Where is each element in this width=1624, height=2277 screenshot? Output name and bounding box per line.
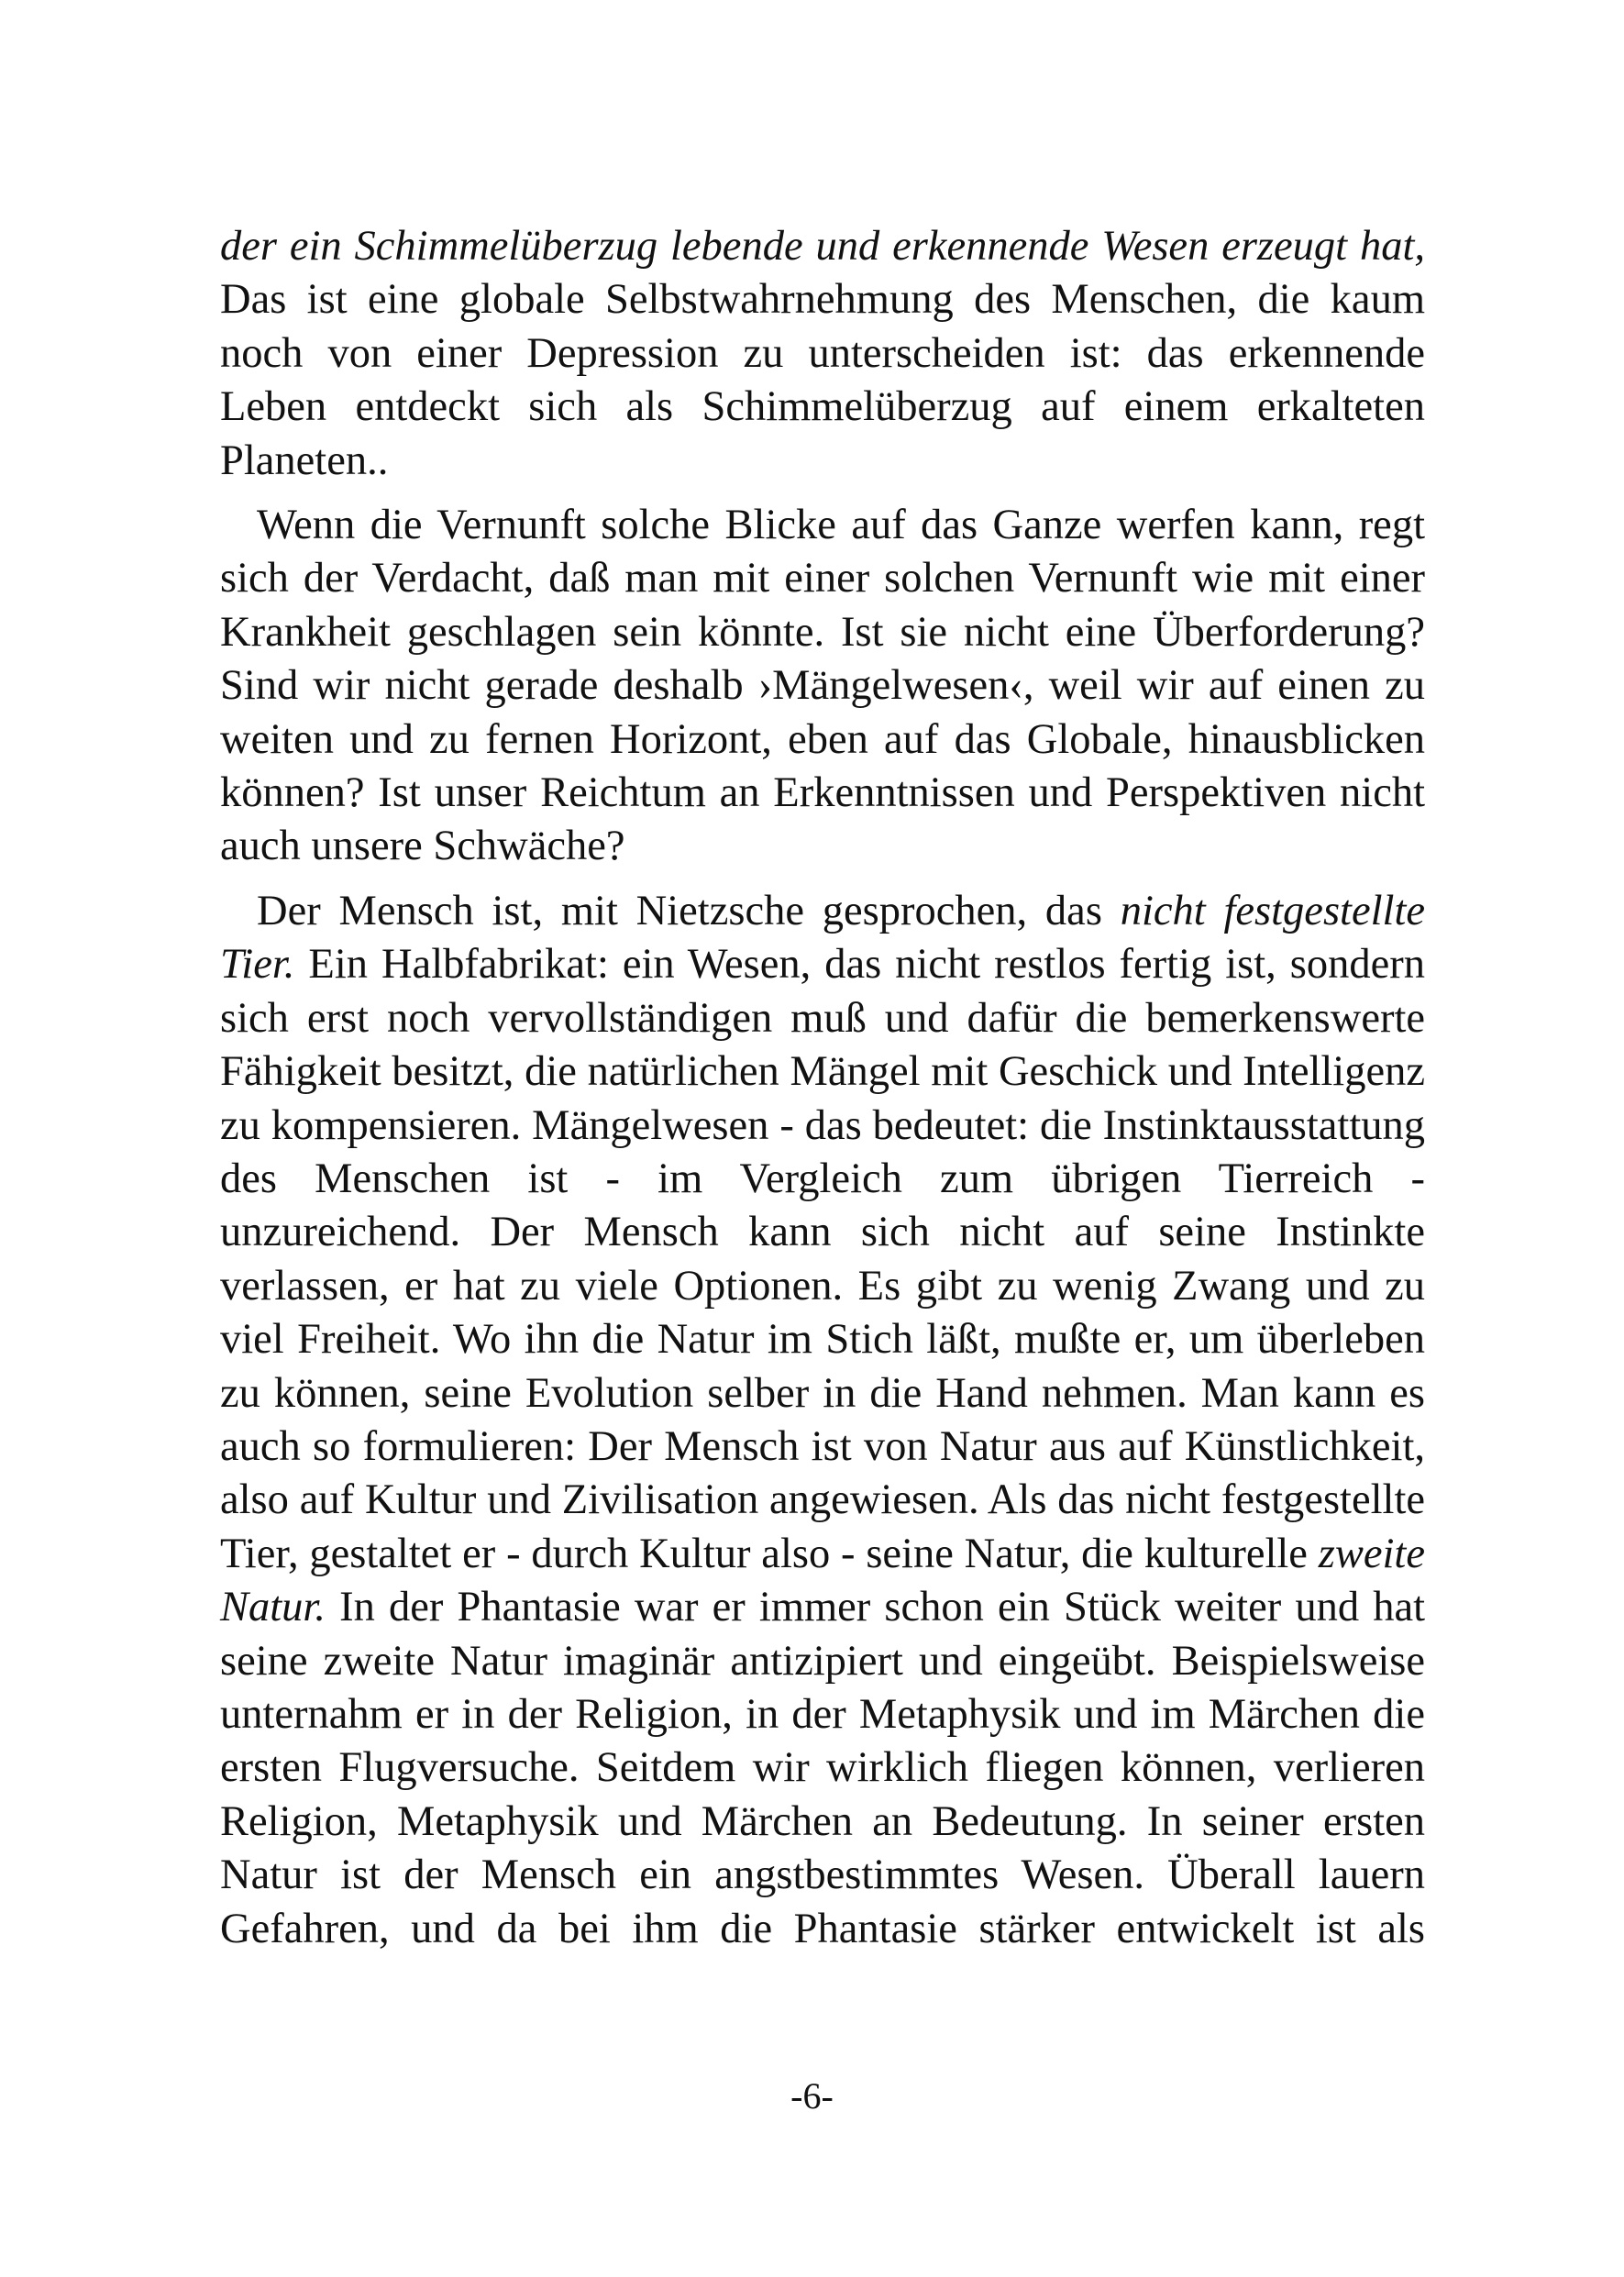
- italic-phrase: der ein Schimmelüberzug lebende und erkennende Wesen erzeugt hat,: [220, 223, 1425, 270]
- text-run: Ein Halbfabrikat: ein Wesen, das nicht restlos fertig ist, sondern sich erst noch vervollständigen muß und dafür die bemerkenswerte Fähigkeit besitzt, die natürlichen Mängel mit Geschick und Intelligenz zu kompensieren. Mängelwesen - das bedeutet: die Instinktausstattung des Menschen ist - im Vergleich zum übrigen Tierreich - unzureichend. Der Mensch kann sich nicht auf seine Instinkte verlassen, er hat zu viele Optionen. Es gibt zu wenig Zwang und zu viel Freiheit. Wo ihn die Natur im Stich läßt, mußte er, um überleben zu können, seine Evolution selber in die Hand nehmen. Man kann es auch so formulieren: Der Mensch ist von Natur aus auf Künstlichkeit, also auf Kultur und Zivilisation angewiesen. Als das nicht festgestellte Tier, gestaltet er - durch Kultur also - seine Natur, die kulturelle: [220, 941, 1425, 1577]
- text-run: Das ist eine globale Selbstwahrnehmung des Menschen, die kaum noch von einer Depression zu unterscheiden ist: das erkennende Leben entdeckt sich als Schimmelüberzug auf einem erkalteten Planeten..: [220, 276, 1425, 484]
- text-run: Wenn die Vernunft solche Blicke auf das Ganze werfen kann, regt sich der Verdacht, daß man mit einer solchen Vernunft wie mit einer Krankheit geschlagen sein könnte. Ist sie nicht eine Überforderung? Sind wir nicht gerade deshalb ›Mängelwesen‹, weil wir auf einen zu weiten und zu fernen Horizont, eben auf das Globale, hinausblicken können? Ist unser Reichtum an Erkenntnissen und Perspektiven nicht auch unsere Schwäche?: [220, 502, 1425, 870]
- paragraph-1: [220, 220, 1425, 488]
- body-text: [220, 220, 1425, 1956]
- text-run: Der Mensch ist, mit Nietzsche gesprochen, das: [257, 887, 1121, 934]
- page-number: -6-: [790, 2075, 834, 2117]
- paragraph-3: [220, 885, 1425, 1956]
- text-run: In der Phantasie war er immer schon ein Stück weiter und hat seine zweite Natur imaginär antizipiert und eingeübt. Beispielsweise unternahm er in der Religion, in der Metaphysik und im Märchen die ersten Flugversuche. Seitdem wir wirklich fliegen können, verlieren Religion, Metaphysik und Märchen an Bedeutung. In seiner ersten Natur ist der Mensch ein angstbestimmtes Wesen. Überall lauern Gefahren, und da bei ihm die Phantasie stärker entwickelt ist als: [220, 1584, 1425, 1952]
- paragraph-2: [220, 499, 1425, 874]
- italic-phrase: zweite Natur.: [220, 1530, 1425, 1631]
- italic-phrase: nicht festgestellte Tier.: [220, 887, 1425, 989]
